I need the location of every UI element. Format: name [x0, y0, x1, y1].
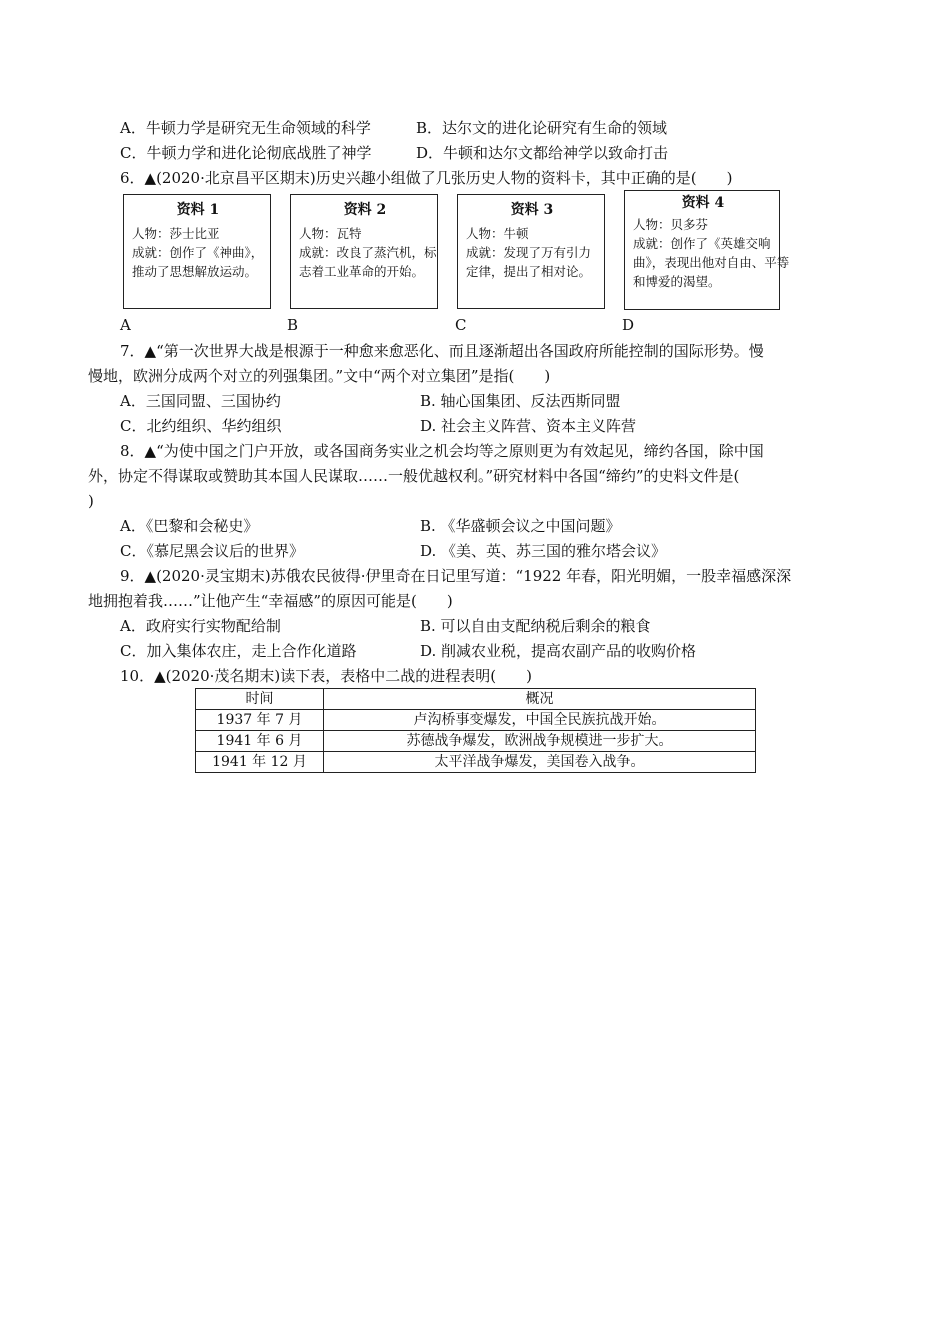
- q10-table: [195, 688, 756, 773]
- q7-stem-line-1: 7．▲“第一次世界大战是根源于一种愈来愈恶化、而且逐渐超出各国政府所能控制的国际形势。慢: [120, 342, 764, 360]
- table-cell-time: 1941 年 12 月: [196, 752, 324, 773]
- q5-option-c: C．牛顿力学和进化论彻底战胜了神学: [120, 144, 372, 162]
- q6-card-3: [457, 194, 605, 309]
- card-achievement-2: 定律，提出了相对论。: [466, 264, 592, 279]
- q8-option-a: A．《巴黎和会秘史》: [120, 517, 259, 535]
- table-cell-summary: 太平洋战争爆发，美国卷入战争。: [324, 752, 756, 773]
- table-row: [196, 752, 756, 773]
- q5-option-a: A．牛顿力学是研究无生命领域的科学: [120, 119, 371, 137]
- card-title: 资料 4: [681, 195, 725, 211]
- q6-card-1: [123, 194, 271, 309]
- q8-option-d: D. 《美、英、苏三国的雅尔塔会议》: [420, 542, 667, 560]
- q7-option-a: A．三国同盟、三国协约: [120, 392, 281, 410]
- card-achievement-1: 成就：创作了《神曲》，: [132, 245, 264, 260]
- q6-card-2: [290, 194, 438, 309]
- q8-stem-line-2: 外，协定不得谋取或赞助其本国人民谋取……一般优越权利。”研究材料中各国“缔约”的史料文件是(: [88, 467, 740, 485]
- q9-option-a: A．政府实行实物配给制: [120, 617, 281, 635]
- q7-option-c: C．北约组织、华约组织: [120, 417, 282, 435]
- q8-stem-line-3: ): [88, 492, 94, 510]
- card-person: 人物：瓦特: [299, 226, 362, 241]
- table-cell-time: 1941 年 6 月: [196, 731, 324, 752]
- q7-option-d: D. 社会主义阵营、资本主义阵营: [420, 417, 637, 435]
- card-achievement-3: 和博爱的渴望。: [633, 274, 721, 289]
- table-cell-summary: 苏德战争爆发，欧洲战争规模进一步扩大。: [324, 731, 756, 752]
- q6-option-d-label: D: [622, 316, 635, 334]
- q9-stem-line-2: 地拥抱着我……”让他产生“幸福感”的原因可能是( ): [88, 592, 453, 610]
- card-person: 人物：莎士比亚: [132, 226, 220, 241]
- q9-option-d: D. 削减农业税，提高农副产品的收购价格: [420, 642, 697, 660]
- q6-option-c-label: C: [455, 316, 467, 334]
- card-achievement-2: 推动了思想解放运动。: [132, 264, 258, 279]
- card-achievement-1: 成就：发现了万有引力: [466, 245, 592, 260]
- q8-stem-line-1: 8．▲“为使中国之门户开放，或各国商务实业之机会均等之原则更为有效起见，缔约各国，除中国: [120, 442, 764, 460]
- q7-option-b: B. 轴心国集团、反法西斯同盟: [420, 392, 621, 410]
- table-row: [196, 710, 756, 731]
- q6-option-a-label: A: [120, 316, 131, 334]
- q6-option-b-label: B: [287, 316, 299, 334]
- card-achievement-2: 志着工业革命的开始。: [299, 264, 425, 279]
- q5-option-d: D．牛顿和达尔文都给神学以致命打击: [416, 144, 669, 162]
- q8-option-c: C．《慕尼黑会议后的世界》: [120, 542, 304, 560]
- card-person: 人物：贝多芬: [633, 217, 709, 232]
- card-achievement-1: 成就：改良了蒸汽机，标: [299, 245, 437, 260]
- card-achievement-2: 曲》，表现出他对自由、平等: [633, 255, 790, 270]
- q9-stem-line-1: 9．▲(2020·灵宝期末)苏俄农民彼得·伊里奇在日记里写道：“1922 年春，阳光明媚，一股幸福感深深: [120, 567, 792, 585]
- q6-card-4: [624, 190, 790, 310]
- table-cell-time: 1937 年 7 月: [196, 710, 324, 731]
- q8-option-b: B. 《华盛顿会议之中国问题》: [420, 517, 621, 535]
- card-title: 资料 1: [176, 202, 220, 218]
- card-person: 人物：牛顿: [466, 226, 529, 241]
- table-cell-summary: 卢沟桥事变爆发，中国全民族抗战开始。: [324, 710, 756, 731]
- table-header-summary: 概况: [324, 689, 756, 710]
- q7-stem-line-2: 慢地，欧洲分成两个对立的列强集团。”文中“两个对立集团”是指( ): [88, 367, 551, 385]
- q5-option-b: B．达尔文的进化论研究有生命的领域: [416, 119, 668, 137]
- q9-option-b: B. 可以自由支配纳税后剩余的粮食: [420, 617, 651, 635]
- q6-stem: 6．▲(2020·北京昌平区期末)历史兴趣小组做了几张历史人物的资料卡，其中正确的是( ): [120, 169, 733, 187]
- card-title: 资料 2: [343, 202, 387, 218]
- q9-option-c: C．加入集体农庄，走上合作化道路: [120, 642, 357, 660]
- table-header-time: 时间: [196, 689, 324, 710]
- table-row: [196, 731, 756, 752]
- card-title: 资料 3: [510, 202, 554, 218]
- card-achievement-1: 成就：创作了《英雄交响: [633, 236, 771, 251]
- q10-stem: 10．▲(2020·茂名期末)读下表，表格中二战的进程表明( ): [120, 667, 532, 685]
- table-header-row: [196, 689, 756, 710]
